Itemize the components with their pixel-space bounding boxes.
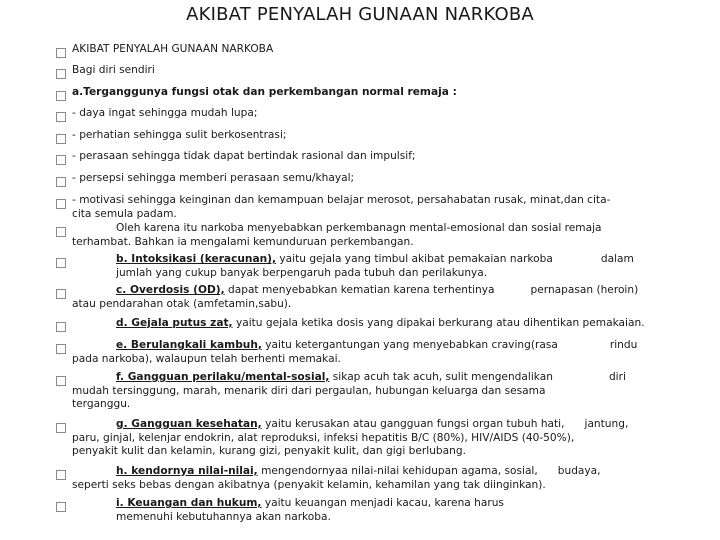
list-item-line: g. Gangguan kesehatan, yaitu kerusakan atau gangguan fungsi organ tubuh hati, jantung, [116,418,629,430]
list-item-line: i. Keuangan dan hukum, yaitu keuangan menjadi kacau, karena harus [116,497,504,509]
list-item-line: atau pendarahan otak (amfetamin,sabu). [72,297,292,310]
square-bullet-icon [56,227,66,237]
list-item-line: jumlah yang cukup banyak berpengaruh pada tubuh dan perilakunya. [116,266,488,279]
square-bullet-icon [56,48,66,58]
list-item-line: d. Gejala putus zat, yaitu gejala ketika dosis yang dipakai berkurang atau dihentikan pemakaian. [116,317,645,329]
square-bullet-icon [56,289,66,299]
term-label: d. Gejala putus zat, [116,317,233,329]
square-bullet-icon [56,69,66,79]
list-item-line: mudah tersinggung, marah, menarik diri dari pergaulan, hubungan keluarga dan sesama [72,384,546,397]
list-item-text: AKIBAT PENYALAH GUNAAN NARKOBA [72,43,274,55]
list-item-line: paru, ginjal, kelenjar endokrin, alat reproduksi, infeksi hepatitis B/C (80%), HIV/AIDS (40-50%), [72,431,575,444]
square-bullet-icon [56,134,66,144]
list-item-line: - motivasi sehingga keinginan dan kemampuan belajar merosot, persahabatan rusak, minat,dan cita- [72,194,611,206]
square-bullet-icon [56,112,66,122]
list-item-text [72,497,694,524]
term-label: h. kendornya nilai-nilai, [116,465,258,477]
list-item-text [72,339,694,366]
list-item-text [72,253,694,280]
square-bullet-icon [56,91,66,101]
list-item-text: a.Terganggunya fungsi otak dan perkembangan normal remaja : [72,86,457,98]
list-item-line: terganggu. [72,398,131,410]
list-item-text: - perhatian sehingga sulit berkosentrasi; [72,129,287,141]
term-label: c. Overdosis (OD), [116,284,225,296]
list-item-text [72,222,694,249]
square-bullet-icon [56,199,66,209]
square-bullet-icon [56,177,66,187]
term-label: e. Berulangkali kambuh, [116,339,262,351]
list-item-line: penyakit kulit dan kelamin, kurang gizi, penyakit kulit, dan gigi berlubang. [72,445,466,457]
term-label: b. Intoksikasi (keracunan), [116,253,277,265]
square-bullet-icon [56,423,66,433]
list-item-line: h. kendornya nilai-nilai, mengendornyaa nilai-nilai kehidupan agama, sosial, budaya, [116,465,601,477]
list-item-line: seperti seks bebas dengan akibatnya (penyakit kelamin, kehamilan yang tak diinginkan). [72,478,546,491]
list-item-text: Bagi diri sendiri [72,64,155,76]
list-item-line: b. Intoksikasi (keracunan), yaitu gejala yang timbul akibat pemakaian narkoba dalam [116,253,634,265]
list-item-line: terhambat. Bahkan ia mengalami kemunduruan perkembangan. [72,235,414,248]
list-item-line: cita semula padam. [72,207,177,220]
square-bullet-icon [56,502,66,512]
list-item-text [72,194,694,221]
square-bullet-icon [56,376,66,386]
list-item-line: pada narkoba), walaupun telah berhenti memakai. [72,352,341,365]
term-label: f. Gangguan perilaku/mental-sosial, [116,371,330,383]
term-label: i. Keuangan dan hukum, [116,497,262,509]
list-item-text [72,418,694,459]
square-bullet-icon [56,322,66,332]
list-item-text: - daya ingat sehingga mudah lupa; [72,107,258,119]
square-bullet-icon [56,258,66,268]
list-item-text: - perasaan sehingga tidak dapat bertindak rasional dan impulsif; [72,150,416,162]
square-bullet-icon [56,344,66,354]
list-item-line: memenuhi kebutuhannya akan narkoba. [116,510,331,523]
square-bullet-icon [56,155,66,165]
list-item-line: Oleh karena itu narkoba menyebabkan perkembanagn mental-emosional dan sosial remaja [116,222,602,234]
list-item-text [72,284,694,311]
square-bullet-icon [56,470,66,480]
list-item-text: - persepsi sehingga memberi perasaan semu/khayal; [72,172,355,184]
term-label: g. Gangguan kesehatan, [116,418,262,430]
list-item-text [72,317,694,331]
slide-title: AKIBAT PENYALAH GUNAAN NARKOBA [186,4,534,25]
list-item-line: e. Berulangkali kambuh, yaitu ketergantungan yang menyebabkan craving(rasa rindu [116,339,638,351]
list-item-text [72,465,694,492]
list-item-line: f. Gangguan perilaku/mental-sosial, sikap acuh tak acuh, sulit mengendalikan diri [116,371,626,383]
list-item-line: c. Overdosis (OD), dapat menyebabkan kematian karena terhentinya pernapasan (heroin) [116,284,639,296]
list-item-text [72,371,694,412]
